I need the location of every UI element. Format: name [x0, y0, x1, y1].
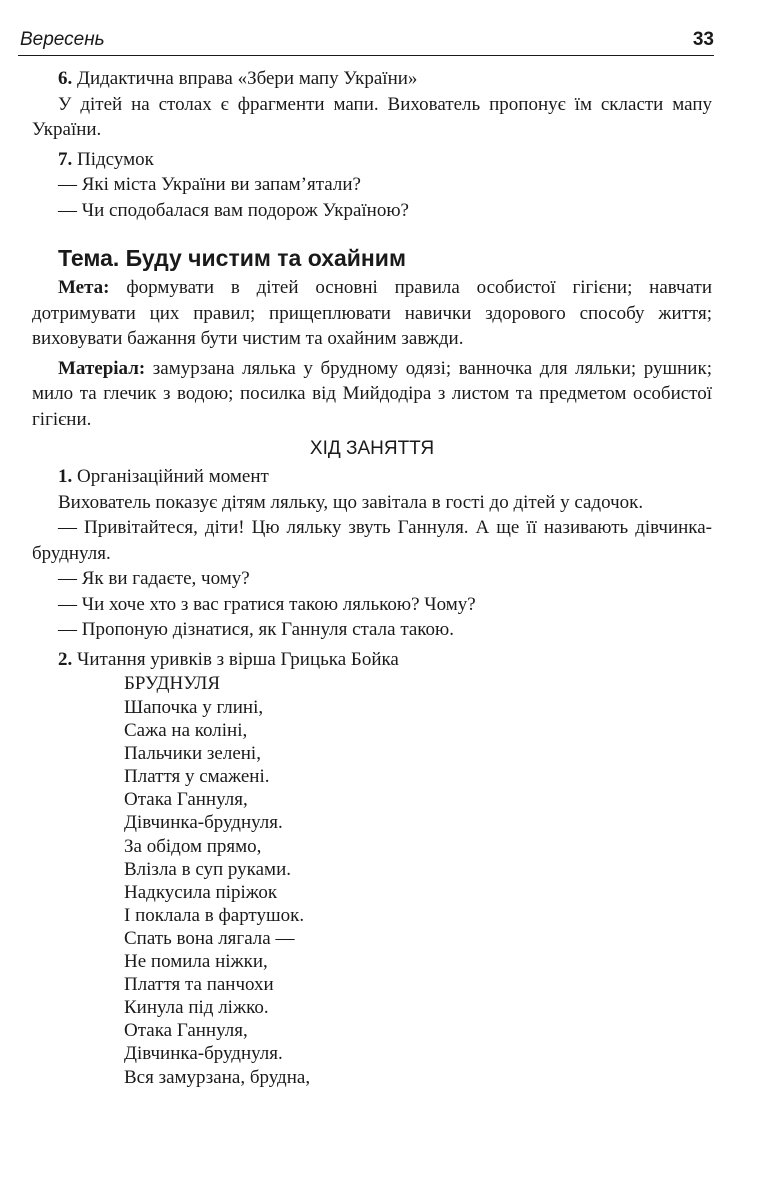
step1-line: — Привітайтеся, діти! Цю ляльку звуть Ганнуля. А ще її називають дівчинка-бруднуля.	[32, 517, 712, 564]
poem-line: Дівчинка-бруднуля.	[124, 812, 283, 834]
step1-line: — Пропоную дізнатися, як Ганнуля стала такою.	[58, 619, 455, 640]
item6-heading	[32, 66, 712, 92]
poem-line: І поклала в фартушок.	[124, 904, 305, 926]
poem-line: Отака Ганнуля,	[124, 1020, 248, 1042]
step2-title: Читання уривків з вірша Грицька Бойка	[77, 648, 399, 670]
header-rule	[18, 55, 714, 56]
running-header-chapter: Вересень	[20, 29, 105, 50]
poem-line: Пальчики зелені,	[124, 743, 261, 765]
topic-goal	[32, 275, 712, 352]
step2-number: 2.	[58, 648, 73, 670]
page-body	[32, 66, 712, 1089]
lesson-plan-heading: ХІД ЗАНЯТТЯ	[309, 438, 435, 459]
poem-line: Отака Ганнуля,	[124, 789, 248, 811]
item7-question-1: — Які міста України ви запам’ятали?	[58, 174, 361, 195]
poem-title: БРУДНУЛЯ	[124, 673, 221, 694]
topic-material	[32, 356, 712, 433]
step2-heading	[32, 647, 712, 673]
goal-label: Мета:	[58, 277, 110, 298]
poem-line: Сажа на коліні,	[124, 720, 248, 742]
item6-number: 6.	[58, 68, 73, 89]
step1-line: — Як ви гадаєте, чому?	[58, 568, 250, 589]
step1-title: Організаційний момент	[77, 466, 269, 487]
step1-intro: Вихователь показує дітям ляльку, що завітала в гості до дітей у садочок.	[58, 491, 644, 513]
poem-line: Плаття та панчохи	[124, 974, 274, 996]
step1-heading	[32, 464, 712, 490]
item6-text: У дітей на столах є фрагменти мапи. Вихователь пропонує їм скласти мапу України.	[32, 93, 712, 140]
poem-line: Вся замурзана, брудна,	[124, 1066, 311, 1088]
poem-line: Кинула під ліжко.	[124, 997, 269, 1019]
goal-text: формувати в дітей основні правила особистої гігієни; навчати дотримувати цих правил; прищеплювати навички здорового способу життя; виховувати бажання бути чистим та охайним завжди.	[32, 277, 712, 349]
poem-line: За обідом прямо,	[124, 835, 262, 857]
step1-number: 1.	[58, 466, 73, 487]
step1-line: — Чи хоче хто з вас гратися такою лялькою? Чому?	[58, 593, 476, 615]
item7-heading	[32, 147, 712, 173]
poem-line: Шапочка у глині,	[124, 697, 264, 718]
poem-line: Дівчинка-бруднуля.	[124, 1043, 283, 1065]
poem-line: Спать вона лягала —	[124, 927, 295, 949]
poem-line: Плаття у смажені.	[124, 766, 270, 788]
poem-line: Влізла в суп руками.	[124, 858, 291, 880]
item7-question-2: — Чи сподобалася вам подорож Україною?	[58, 199, 409, 221]
item7-number: 7.	[58, 148, 73, 170]
topic-title: Тема. Буду чистим та охайним	[58, 245, 406, 271]
material-text: замурзана лялька у брудному одязі; ванночка для ляльки; рушник; мило та глечик з водою; посилка від Мийдодіра з листом та предметом особистої гігієни.	[32, 357, 712, 430]
page-number: 33	[692, 29, 714, 50]
item6-title: Дидактична вправа «Збери мапу України»	[77, 68, 418, 89]
poem	[124, 672, 712, 1089]
item7-title: Підсумок	[77, 148, 154, 170]
poem-line: Не помила ніжки,	[124, 951, 268, 973]
poem-line: Надкусила піріжок	[124, 881, 278, 903]
material-label: Матеріал:	[58, 357, 146, 379]
